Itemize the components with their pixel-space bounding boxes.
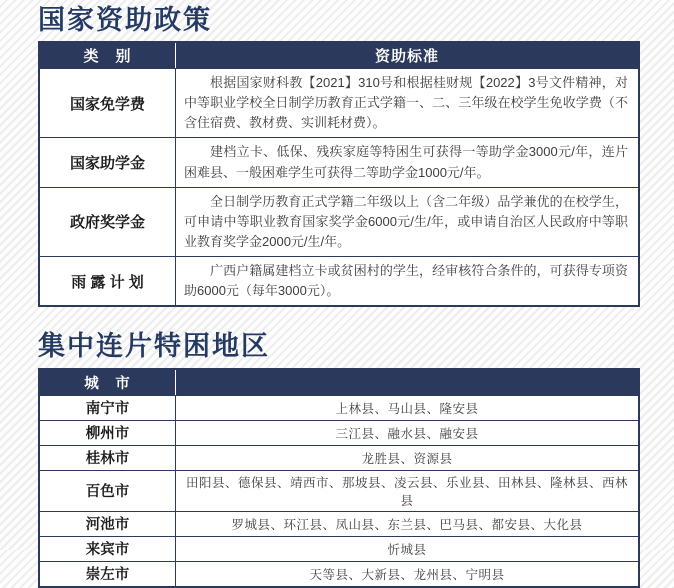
areas-table-header-row — [40, 370, 638, 395]
section1-title: 国家资助政策 — [38, 5, 212, 35]
city-label: 南宁市 — [40, 396, 176, 420]
funding-table-header-row — [40, 43, 638, 68]
table-row — [40, 395, 638, 420]
funding-standard-text: 广西户籍属建档立卡或贫困村的学生，经审核符合条件的，可获得专项资助6000元（每年3000元）。 — [184, 263, 628, 299]
table-row — [40, 561, 638, 586]
funding-policy-table — [38, 41, 640, 307]
counties-text: 罗城县、环江县、凤山县、东兰县、巴马县、都安县、大化县 — [231, 517, 583, 532]
city-label: 崇左市 — [40, 562, 176, 586]
areas-header-city: 城 市 — [40, 370, 176, 395]
table-row — [40, 68, 638, 137]
table-row — [40, 256, 638, 305]
city-label: 百色市 — [40, 471, 176, 511]
counties-text: 忻城县 — [387, 542, 427, 557]
table-row — [40, 137, 638, 186]
funding-standard-text: 根据国家财科教【2021】310号和根据桂财规【2022】3号文件精神，对中等职业学校全日制学历教育正式学籍一、二、三年级在校学生免收学费（不含住宿费、教材费、实训耗材费）。 — [184, 75, 628, 131]
poverty-areas-table — [38, 368, 640, 588]
table-row — [40, 470, 638, 511]
city-label: 柳州市 — [40, 421, 176, 445]
table-row — [40, 420, 638, 445]
counties-text: 龙胜县、资源县 — [361, 451, 453, 466]
counties-text: 天等县、大新县、龙州县、宁明县 — [309, 567, 505, 582]
funding-standard-text: 全日制学历教育正式学籍二年级以上（含二年级）品学兼优的在校学生，可申请中等职业教育国家奖学金6000元/生/年，或申请自治区人民政府中等职业教育奖学金2000元/生/年。 — [184, 193, 628, 250]
funding-category-label: 国家助学金 — [40, 138, 176, 186]
section-spacer — [38, 307, 640, 331]
city-label: 河池市 — [40, 512, 176, 536]
table-row — [40, 445, 638, 470]
funding-header-standard: 资助标准 — [374, 48, 439, 66]
counties-text: 上林县、马山县、隆安县 — [335, 401, 479, 416]
city-label: 桂林市 — [40, 446, 176, 470]
funding-header-category: 类 别 — [40, 43, 176, 68]
funding-category-label: 政府奖学金 — [40, 188, 176, 256]
counties-text: 三江县、融水县、融安县 — [335, 426, 479, 441]
table-row — [40, 511, 638, 536]
counties-text: 田阳县、德保县、靖西市、那坡县、凌云县、乐业县、田林县、隆林县、西林县 — [185, 475, 628, 508]
areas-header-blank — [176, 370, 638, 395]
table-row — [40, 536, 638, 561]
city-label: 来宾市 — [40, 537, 176, 561]
funding-category-label: 国家免学费 — [40, 69, 176, 137]
funding-standard-text: 建档立卡、低保、残疾家庭等特困生可获得一等助学金3000元/年，连片困难县、一般困难学生可获得二等助学金1000元/年。 — [184, 144, 628, 180]
funding-category-label: 雨 露 计 划 — [40, 257, 176, 305]
section2-title: 集中连片特困地区 — [38, 331, 270, 362]
table-row — [40, 187, 638, 256]
